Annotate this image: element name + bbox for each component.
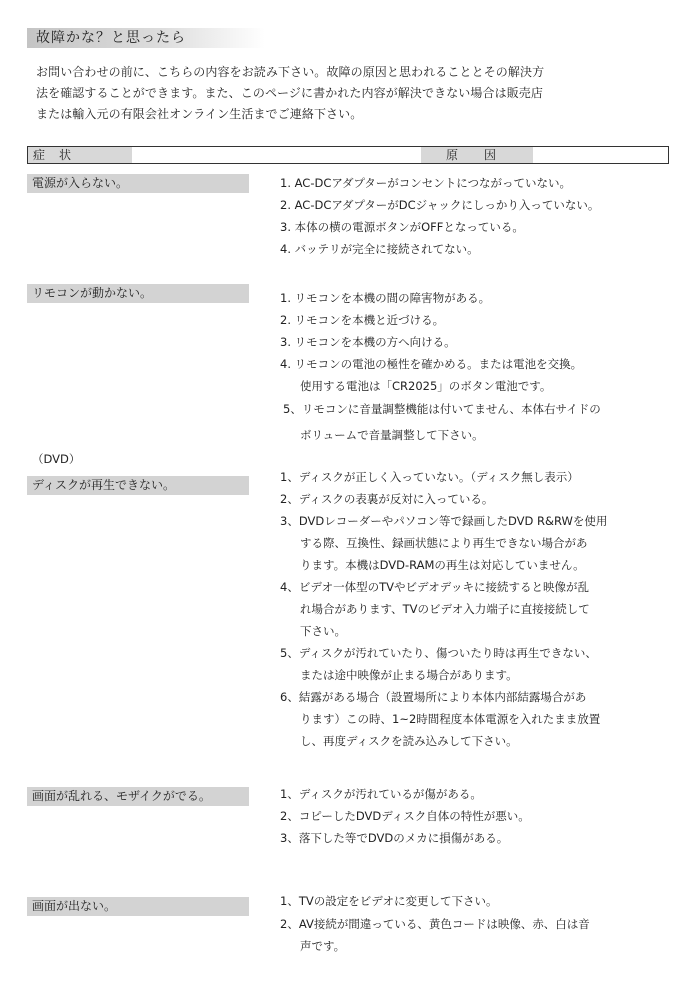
cause-item: 2. リモコンを本機と近づける。 xyxy=(280,313,445,327)
dvd-label: （DVD） xyxy=(32,452,81,466)
symptom-disc: ディスクが再生できない。 xyxy=(32,478,176,492)
cause-item: れ場合があります、TVのビデオ入力端子に直接接続して xyxy=(300,602,590,616)
cause-item: 2. AC-DCアダプターがDCジャックにしっかり入っていない。 xyxy=(280,198,600,212)
header-symptom-label: 症状 xyxy=(33,148,86,162)
cause-item: 1、TVの設定をビデオに変更して下さい。 xyxy=(280,894,498,908)
cause-item: 5、ディスクが汚れていたり、傷ついたり時は再生できない、 xyxy=(280,646,597,660)
header-cause-label: 原因 xyxy=(446,148,523,162)
cause-item: または途中映像が止まる場合があります。 xyxy=(300,668,518,682)
cause-item: 1、ディスクが汚れているが傷がある。 xyxy=(280,787,482,801)
intro-line: お問い合わせの前に、こちらの内容をお読み下さい。故障の原因と思われることとその解決方 xyxy=(36,65,545,79)
intro-line: 法を確認することができます。また、このページに書かれた内容が解決できない場合は販売店 xyxy=(36,86,544,100)
symptom-no-picture: 画面が出ない。 xyxy=(32,899,117,913)
cause-item: する際、互換性、録画状態により再生できない場合があ xyxy=(300,536,588,550)
cause-item: 2、ディスクの表裏が反対に入っている。 xyxy=(280,492,494,506)
cause-item: 1. リモコンを本機の間の障害物がある。 xyxy=(280,291,491,305)
cause-item: 4. バッテリが完全に接続されてない。 xyxy=(280,242,479,256)
symptom-power: 電源が入らない。 xyxy=(32,176,129,190)
cause-item: 使用する電池は「CR2025」のボタン電池です。 xyxy=(300,379,552,393)
cause-item: 1、ディスクが正しく入っていない。（ディスク無し表示） xyxy=(280,470,579,484)
cause-item: 2、コピーしたDVDディスク自体の特性が悪い。 xyxy=(280,809,530,823)
cause-item: ります。本機はDVD-RAMの再生は対応していません。 xyxy=(300,558,585,572)
cause-item: 6、結露がある場合（設置場所により本体内部結露場合があ xyxy=(280,690,587,704)
symptom-distortion: 画面が乱れる、モザイクがでる。 xyxy=(32,789,211,803)
cause-item: 4. リモコンの電池の極性を確かめる。または電池を交換。 xyxy=(280,357,583,371)
intro-line: または輸入元の有限会社オンライン生活までご連絡下さい。 xyxy=(36,107,363,121)
cause-item: 5、リモコンに音量調整機能は付いてません、本体右サイドの xyxy=(283,402,601,416)
cause-item: 声です。 xyxy=(300,939,346,953)
cause-item: 2、AV接続が間違っている、黄色コードは映像、赤、白は音 xyxy=(280,917,590,931)
cause-item: 下さい。 xyxy=(300,624,346,638)
cause-item: ボリュームで音量調整して下さい。 xyxy=(300,428,484,442)
cause-item: 4、ビデオ一体型のTVやビデオデッキに接続すると映像が乱 xyxy=(280,580,590,594)
cause-item: 1. AC-DCアダプターがコンセントにつながっていない。 xyxy=(280,176,572,190)
cause-item: 3、DVDレコーダーやパソコン等で録画したDVD R&RWを使用 xyxy=(280,514,608,528)
cause-item: 3、落下した等でDVDのメカに損傷がある。 xyxy=(280,831,509,845)
cause-item: ります）この時、1~2時間程度本体電源を入れたまま放置 xyxy=(300,712,601,726)
symptom-remote: リモコンが動かない。 xyxy=(32,286,153,300)
cause-item: し、再度ディスクを読み込みして下さい。 xyxy=(300,734,518,748)
page-title: 故障かな？と思ったら xyxy=(36,30,186,46)
cause-item: 3. リモコンを本機の方へ向ける。 xyxy=(280,335,456,349)
cause-item: 3. 本体の横の電源ボタンがOFFとなっている。 xyxy=(280,220,524,234)
